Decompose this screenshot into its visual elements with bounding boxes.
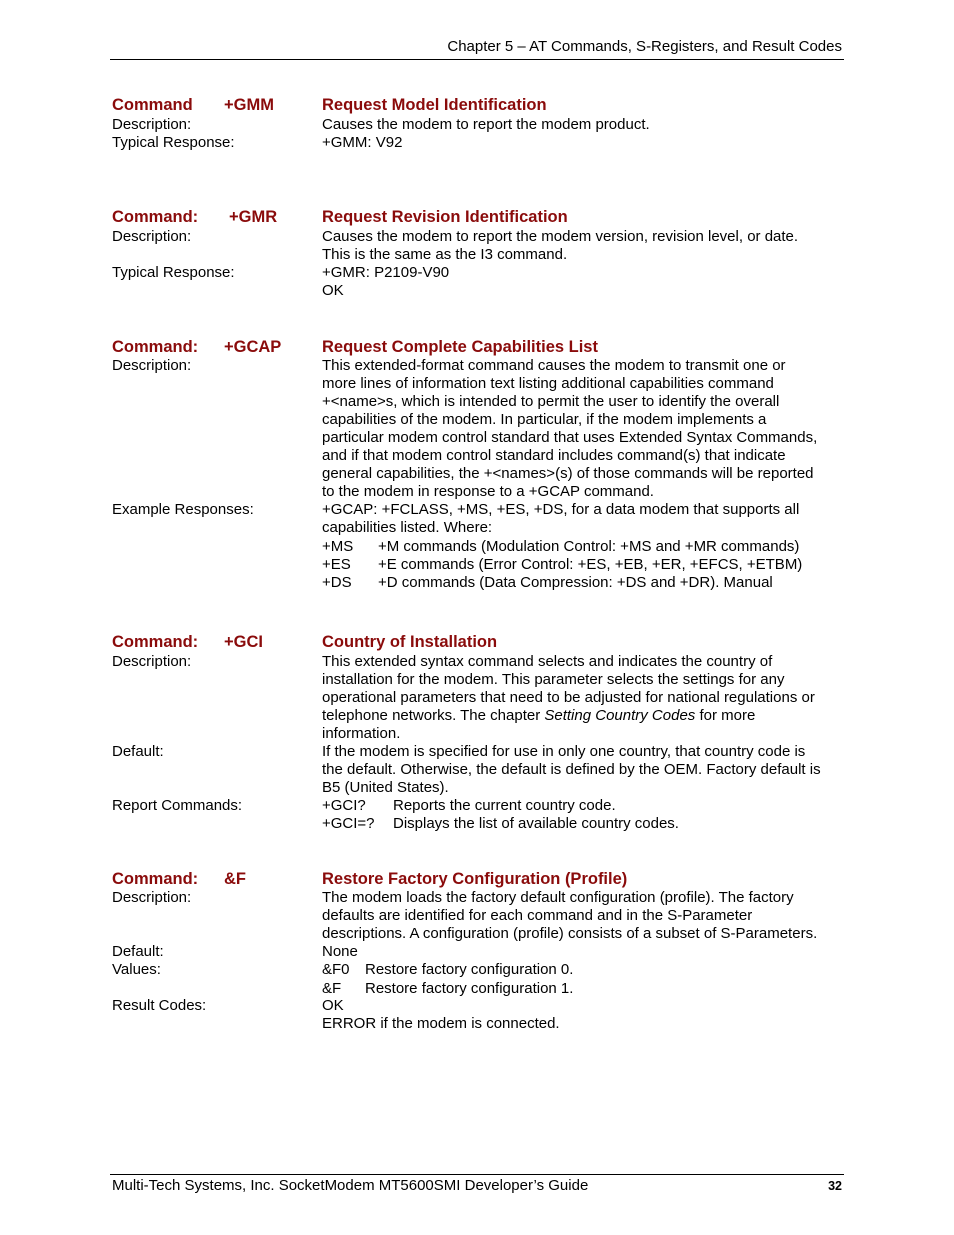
footer-title: Multi-Tech Systems, Inc. SocketModem MT5600SMI Developer’s Guide [112,1177,589,1194]
desc-line: descriptions. A configuration (profile) consists of a subset of S-Parameters. [322,925,818,942]
desc-line: general capabilities, the +<names>(s) of those commands will be reported [322,465,814,482]
desc-line: This extended syntax command selects and indicates the country of [322,653,773,670]
result-line: OK [322,997,344,1014]
desc-line: installation for the modem. This parameter selects the settings for any [322,671,785,688]
command-title: Restore Factory Configuration (Profile) [322,870,628,888]
desc-line: to the modem in response to a +GCAP command. [322,483,654,500]
code-desc: +M commands (Modulation Control: +MS and +MR commands) [378,538,800,555]
code-name: +GCI? [322,797,366,814]
result-line: ERROR if the modem is connected. [322,1015,560,1032]
desc-line: information. [322,725,401,742]
desc-line: and if that modem control standard includes command(s) that indicate [322,447,786,464]
command-label: Command: [112,633,199,651]
default-value: None [322,943,358,960]
command-code: +GCAP [224,338,282,356]
desc-line: more lines of information text listing additional capabilities command [322,375,774,392]
row-label: Report Commands: [112,797,243,814]
desc-line: defaults are identified for each command and in the S-Parameter [322,907,753,924]
row-label: Typical Response: [112,264,235,281]
desc-line: This extended-format command causes the modem to transmit one or [322,357,786,374]
row-value: This is the same as the I3 command. [322,246,568,263]
row-label: Description: [112,653,192,670]
desc-line: capabilities listed. Where: [322,519,493,536]
chapter-header: Chapter 5 – AT Commands, S-Registers, and Result Codes [447,38,842,55]
command-code: +GMR [229,208,278,226]
code-name: +GCI=? [322,815,375,832]
command-code: +GMM [224,96,274,114]
command-title: Request Complete Capabilities List [322,338,598,356]
chapter-reference: Setting Country Codes [544,707,696,724]
header-rule [110,59,844,60]
code-desc: Displays the list of available country codes. [393,815,679,832]
row-label: Values: [112,961,161,978]
row-value: Causes the modem to report the modem product. [322,116,650,133]
desc-line: operational parameters that need to be adjusted for national regulations or [322,689,815,706]
code-desc: +E commands (Error Control: +ES, +EB, +ER, +EFCS, +ETBM) [378,556,803,573]
default-line: If the modem is specified for use in only one country, that country code is [322,743,806,760]
default-line: B5 (United States). [322,779,449,796]
desc-line: capabilities of the modem. In particular, if the modem implements a [322,411,767,428]
command-code: +GCI [224,633,263,651]
command-title: Country of Installation [322,633,498,651]
row-label: Typical Response: [112,134,235,151]
command-label: Command: [112,208,199,226]
desc-line: +GCAP: +FCLASS, +MS, +ES, +DS, for a data modem that supports all [322,501,800,518]
page-number: 32 [828,1179,842,1193]
row-value: +GMR: P2109-V90 [322,264,450,281]
row-label: Default: [112,743,164,760]
row-label: Description: [112,228,192,245]
command-title: Request Model Identification [322,96,547,114]
footer-rule [110,1174,844,1175]
row-label: Default: [112,943,164,960]
row-label: Description: [112,357,192,374]
row-value: +GMM: V92 [322,134,403,151]
command-label: Command: [112,870,199,888]
row-label: Description: [112,116,192,133]
desc-line: particular modem control standard that uses Extended Syntax Commands, [322,429,818,446]
row-label: Result Codes: [112,997,207,1014]
code-name: +ES [322,556,351,573]
row-value: Causes the modem to report the modem version, revision level, or date. [322,228,799,245]
code-name: &F0 [322,961,350,978]
command-code: &F [224,870,246,888]
desc-text: telephone networks. The chapter [322,707,545,724]
desc-line: The modem loads the factory default configuration (profile). The factory [322,889,794,906]
command-title: Request Revision Identification [322,208,568,226]
desc-line: +<name>s, which is intended to permit the user to identify the overall [322,393,780,410]
row-label: Example Responses: [112,501,254,518]
code-name: &F [322,980,342,997]
code-name: +DS [322,574,352,591]
row-value: OK [322,282,344,299]
code-desc: Restore factory configuration 0. [365,961,574,978]
code-desc: +D commands (Data Compression: +DS and +DR). Manual [378,574,773,591]
row-label: Description: [112,889,192,906]
code-desc: Reports the current country code. [393,797,616,814]
code-desc: Restore factory configuration 1. [365,980,574,997]
default-line: the default. Otherwise, the default is defined by the OEM. Factory default is [322,761,821,778]
command-label: Command: [112,338,199,356]
code-name: +MS [322,538,354,555]
command-label: Command [112,96,193,114]
desc-line [322,707,755,725]
desc-text: for more [695,707,756,724]
